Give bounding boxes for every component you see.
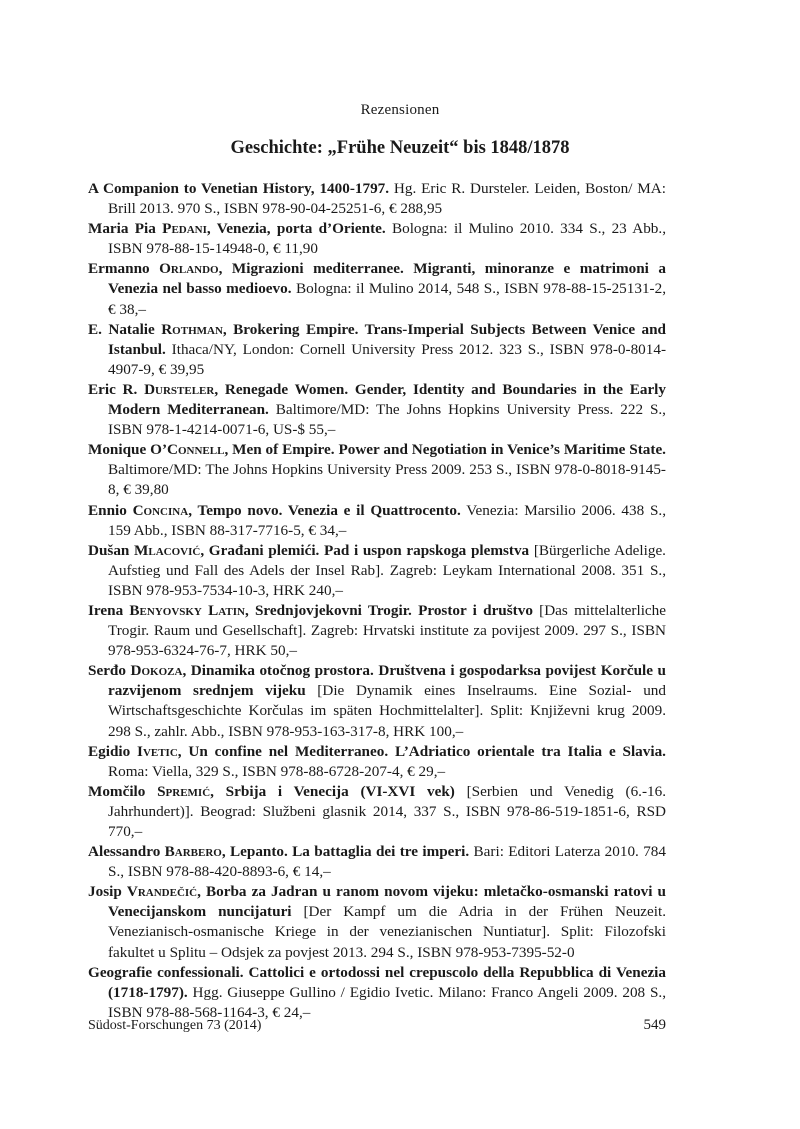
entry-title: , Men of Empire. Power and Negotiation in Venice’s Maritime State. <box>224 441 666 459</box>
entry-author-prefix: Ermanno <box>88 260 160 278</box>
entry-details: Hg. Eric R. Dursteler. Leiden, Boston/ MA: Brill 2013. 970 S., ISBN 978-90-04-25251-6, € 288,95 <box>108 180 666 218</box>
entry-author-surname: Dokoza <box>130 662 183 680</box>
bibliography-entry <box>88 259 666 319</box>
entry-title: , Tempo novo. Venezia e il Quattrocento. <box>188 501 461 519</box>
entry-author-prefix: Ennio <box>88 501 133 519</box>
entry-title: A Companion to Venetian History, 1400-1797. <box>88 180 390 197</box>
running-head: Rezensionen <box>360 102 440 118</box>
entry-title: , Lepanto. La battaglia dei tre imperi. <box>221 843 470 861</box>
bibliography-entry <box>88 742 666 782</box>
entry-author-surname: Benyovsky Latin <box>129 601 245 619</box>
entry-title: , Borba za Jadran u ranom novom vijeku: mletačko-osmanski ratovi u Venecijanskom nuncijaturi <box>108 883 667 921</box>
bibliography-entry <box>88 963 666 1023</box>
entry-title: , Srbija i Venecija (VI-XVI vek) <box>210 782 455 800</box>
entry-author-surname: Vrandečić <box>126 883 198 901</box>
entry-details: Bari: Editori Laterza 2010. 784 S., ISBN 978-88-420-8893-6, € 14,– <box>108 843 666 881</box>
entry-details: Baltimore/MD: The Johns Hopkins University Press 2009. 253 S., ISBN 978-0-8018-9145-8, € 39,80 <box>108 461 666 499</box>
entry-details: [Der Kampf um die Adria in der Frühen Neuzeit. Venezianisch-osmanische Kriege in der venezianischen Nuntiatur]. Split: Filozofski fakultet u Splitu – Odsjek za povjest 2013. 294 S., ISBN 978-953-7395-52-0 <box>108 903 667 961</box>
bibliography-entry <box>88 320 666 380</box>
footer-journal: Südost-Forschungen 73 (2014) <box>88 1018 262 1033</box>
entry-author-prefix: Irena <box>88 601 130 619</box>
bibliography-entry <box>88 601 666 661</box>
entry-author-prefix: Josip <box>88 883 127 901</box>
entry-author-surname: Barbero <box>164 843 222 861</box>
entry-author-surname: Mlacović <box>134 541 201 559</box>
section-title: Geschichte: „Frühe Neuzeit“ bis 1848/1878 <box>230 138 570 158</box>
entry-details: Venezia: Marsilio 2006. 438 S., 159 Abb., ISBN 88-317-7716-5, € 34,– <box>108 501 666 539</box>
entry-title: , Renegade Women. Gender, Identity and Boundaries in the Early Modern Mediterranean. <box>108 380 666 419</box>
entry-author-prefix: Monique O’ <box>88 441 167 459</box>
bibliography-entry <box>88 842 666 882</box>
entry-details: Baltimore/MD: The Johns Hopkins University Press. 222 S., ISBN 978-1-4214-0071-6, US-$ 55,– <box>108 401 666 439</box>
entry-author-prefix: Alessandro <box>88 843 165 861</box>
entry-title: , Brokering Empire. Trans-Imperial Subjects Between Venice and Istanbul. <box>108 320 666 358</box>
bibliography-entry <box>88 380 666 440</box>
entry-author-prefix: E. Natalie <box>88 320 162 338</box>
bibliography-entry <box>88 541 666 601</box>
entry-details: Bologna: il Mulino 2014, 548 S., ISBN 978-88-15-25131-2, € 38,– <box>108 280 666 318</box>
entry-details: Ithaca/NY, London: Cornell University Press 2012. 323 S., ISBN 978-0-8014-4907-9, € 39,95 <box>108 340 666 378</box>
entry-author-surname: Orlando <box>159 260 219 278</box>
entry-title: , Građani plemići. Pad i uspon rapskoga plemstva <box>200 541 530 559</box>
entry-title: , Migrazioni mediterranee. Migranti, minoranze e matrimoni a Venezia nel basso medioevo. <box>108 260 666 298</box>
entry-details: [Serbien und Venedig (6.-16. Jahrhundert)]. Beograd: Službeni glasnik 2014, 337 S., ISBN 978-86-519-1851-6, RSD 770,– <box>108 782 666 840</box>
bibliography-entry <box>88 882 666 962</box>
entry-details: [Bürgerliche Adelige. Aufstieg und Fall des Adels der Insel Rab]. Zagreb: Leykam International 2008. 351 S., ISBN 978-953-7534-10-3, HRK 240,– <box>108 541 666 599</box>
entry-title: , Srednjovjekovni Trogir. Prostor i društvo <box>244 601 533 619</box>
bibliography-entry <box>88 219 666 259</box>
bibliography-list <box>88 179 666 1023</box>
entry-title: Geografie confessionali. Cattolici e ortodossi nel crepuscolo della Repubblica di Venezia (1718-1797). <box>88 963 666 1001</box>
entry-title: , Un confine nel Mediterraneo. L’Adriatico orientale tra Italia e Slavia. <box>177 742 666 760</box>
entry-details: [Die Dynamik eines Inselraums. Eine Sozial- und Wirtschaftsgeschichte Korčulas im späten Hochmittelalter]. Split: Književni krug 2009. 298 S., zahlr. Abb., ISBN 978-953-163-317-8, HRK 100,– <box>108 682 666 740</box>
entry-author-surname: Concina <box>132 501 189 519</box>
entry-author-surname: Dursteler <box>144 380 215 398</box>
entry-author-surname: Ivetic <box>137 742 178 760</box>
entry-details: Hgg. Giuseppe Gullino / Egidio Ivetic. Milano: Franco Angeli 2009. 208 S., ISBN 978-88-568-1164-3, € 24,– <box>108 983 666 1021</box>
entry-details: Roma: Viella, 329 S., ISBN 978-88-6728-207-4, € 29,– <box>108 762 446 780</box>
entry-details: [Das mittelalterliche Trogir. Raum und Gesellschaft]. Zagreb: Hrvatski institute za povijest 2009. 297 S., ISBN 978-953-6324-76-7, HRK 50,– <box>108 601 666 660</box>
page-number: 549 <box>643 1017 666 1033</box>
entry-details: Bologna: il Mulino 2010. 334 S., 23 Abb., ISBN 978-88-15-14948-0, € 11,90 <box>108 220 666 258</box>
bibliography-entry <box>88 179 666 219</box>
entry-author-prefix: Eric R. <box>88 380 145 398</box>
bibliography-entry <box>88 501 666 541</box>
entry-title: , Dinamika otočnog prostora. Društvena i gospodarksa povijest Korčule u razvijenom srednjem vijeku <box>108 662 666 700</box>
entry-author-prefix: Maria Pia <box>88 220 163 238</box>
entry-author-prefix: Egidio <box>88 742 138 760</box>
bibliography-entry <box>88 440 666 500</box>
bibliography-entry <box>88 661 666 741</box>
entry-author-prefix: Momčilo <box>88 782 158 800</box>
entry-author-surname: Spremić <box>157 782 211 800</box>
entry-author-surname: Rothman <box>161 320 223 338</box>
bibliography-entry <box>88 782 666 842</box>
entry-author-surname: Pedani <box>162 220 207 238</box>
entry-author-prefix: Serđo <box>88 662 131 680</box>
entry-author-surname: Connell <box>167 441 225 459</box>
entry-title: , Venezia, porta d’Oriente. <box>206 220 386 238</box>
entry-author-prefix: Dušan <box>88 541 135 559</box>
